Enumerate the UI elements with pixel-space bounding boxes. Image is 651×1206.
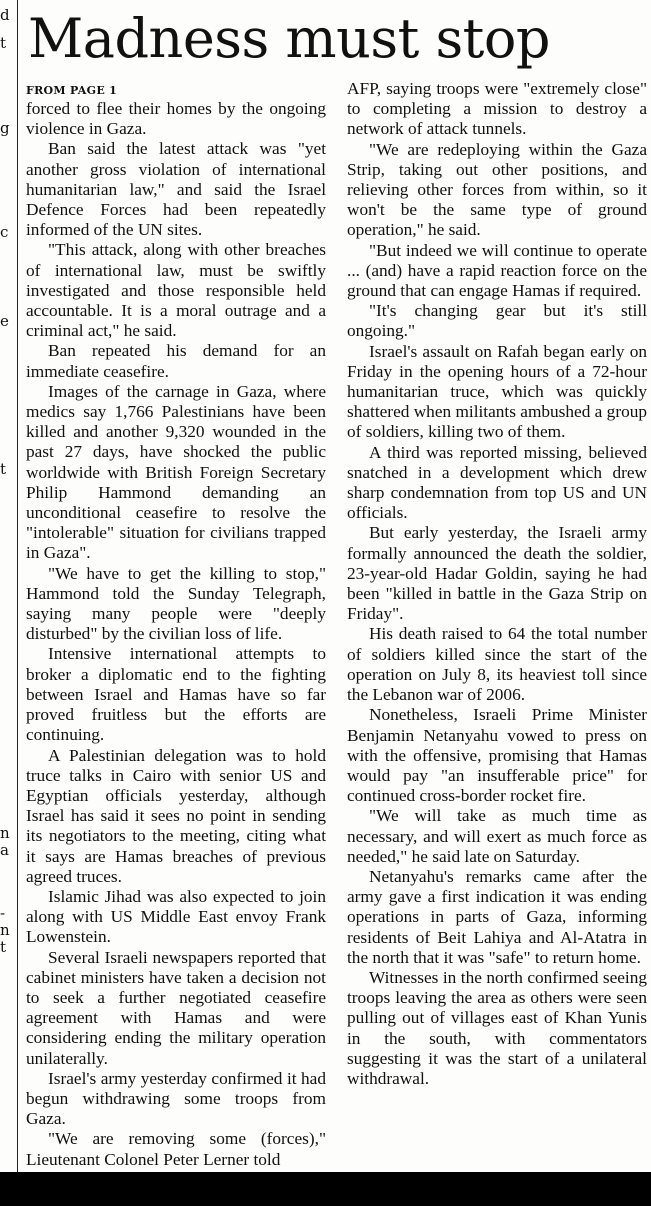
- paragraph: But early yesterday, the Israeli army formally announced the death the soldier, 23-year-old Hadar Goldin, saying he had been "killed in battle in the Gaza Strip on Friday".: [347, 523, 647, 624]
- adjacent-column-fragment: g: [0, 121, 10, 136]
- paragraph: Israel's army yesterday confirmed it had begun withdrawing some troops from Gaza.: [26, 1068, 326, 1129]
- paragraph: "But indeed we will continue to operate ... (and) have a rapid reaction force on the ground that can engage Hamas if required.: [347, 240, 647, 301]
- adjacent-column-fragment: n: [0, 923, 10, 938]
- column-rule: [17, 0, 18, 1172]
- paragraph: A Palestinian delegation was to hold truce talks in Cairo with senior US and Egyptian officials yesterday, although Israel has said it sees no point in sending its negotiators to the meeting, citing what it says are Hamas breaches of previous agreed truces.: [26, 745, 326, 886]
- paragraph: Several Israeli newspapers reported that cabinet ministers have taken a decision not to seek a further negotiated ceasefire agreement with Hamas and were considering ending the military operation unilaterally.: [26, 947, 326, 1068]
- headline: Madness must stop: [28, 7, 550, 70]
- paragraph: His death raised to 64 the total number of soldiers killed since the start of the operation on July 8, its heaviest toll since the Lebanon war of 2006.: [347, 624, 647, 705]
- paragraph: "It's changing gear but it's still ongoing.": [347, 301, 647, 341]
- paragraph: forced to flee their homes by the ongoing violence in Gaza.: [26, 99, 326, 139]
- paragraph: "We are redeploying within the Gaza Strip, taking out other positions, and relieving other forces from within, so it won't be the same type of ground operation," he said.: [347, 139, 647, 240]
- adjacent-column-fragment: -: [0, 906, 6, 921]
- paragraph: Nonetheless, Israeli Prime Minister Benjamin Netanyahu vowed to press on with the offensive, promising that Hamas would pay "an insufferable price" for continued cross-border rocket fire.: [347, 705, 647, 806]
- adjacent-column-fragment: c: [0, 225, 9, 240]
- adjacent-column-fragment: d: [0, 8, 10, 23]
- paragraph: "We will take as much time as necessary, and will exert as much force as needed," he said late on Saturday.: [347, 806, 647, 866]
- paragraph: "This attack, along with other breaches of international law, must be swiftly investigated and those responsible held accountable. It is a moral outrage and a criminal act," he said.: [26, 240, 326, 341]
- article-column-right: [347, 79, 647, 1089]
- article-column-left: [26, 99, 326, 1170]
- paragraph: A third was reported missing, believed snatched in a development which drew sharp condemnation from top US and UN officials.: [347, 442, 647, 523]
- adjacent-column-fragment: t: [0, 36, 7, 51]
- adjacent-column-fragment: e: [0, 314, 9, 329]
- adjacent-column-fragment: n: [0, 826, 10, 841]
- paragraph: Ban repeated his demand for an immediate ceasefire.: [26, 341, 326, 381]
- paragraph: Israel's assault on Rafah began early on Friday in the opening hours of a 72-hour humanitarian truce, which was quickly shattered when militants ambushed a group of soldiers, killing two of them.: [347, 341, 647, 442]
- bottom-black-bar: [0, 1172, 651, 1206]
- paragraph: Islamic Jihad was also expected to join along with US Middle East envoy Frank Lowenstein.: [26, 886, 326, 947]
- paragraph: Witnesses in the north confirmed seeing troops leaving the area as others were seen pulling out of villages east of Khan Yunis in the south, with commentators suggesting it was the start of a unilateral withdrawal.: [347, 967, 647, 1088]
- adjacent-column-fragment: t: [0, 462, 7, 477]
- adjacent-column-fragment: a: [0, 843, 9, 858]
- paragraph: Intensive international attempts to broker a diplomatic end to the fighting between Israel and Hamas have so far proved fruitless but the efforts are continuing.: [26, 644, 326, 745]
- adjacent-column-fragment: t: [0, 940, 7, 955]
- continuation-kicker: FROM PAGE 1: [26, 84, 118, 97]
- paragraph: Ban said the latest attack was "yet another gross violation of international humanitarian law," and said the Israel Defence Forces had been repeatedly informed of the UN sites.: [26, 139, 326, 240]
- paragraph: Images of the carnage in Gaza, where medics say 1,766 Palestinians have been killed and another 9,320 wounded in the past 27 days, have shocked the public worldwide with British Foreign Secretary Philip Hammond demanding an unconditional ceasefire to resolve the "intolerable" situation for civilians trapped in Gaza".: [26, 381, 326, 563]
- paragraph: AFP, saying troops were "extremely close" to completing a mission to destroy a network of attack tunnels.: [347, 79, 647, 139]
- paragraph: Netanyahu's remarks came after the army gave a first indication it was ending operations in parts of Gaza, informing residents of Beit Lahiya and Al-Atatra in the north that it was "safe" to return home.: [347, 866, 647, 967]
- paragraph: "We have to get the killing to stop," Hammond told the Sunday Telegraph, saying many people were "deeply disturbed" by the civilian loss of life.: [26, 563, 326, 644]
- paragraph: "We are removing some (forces)," Lieutenant Colonel Peter Lerner told: [26, 1129, 326, 1169]
